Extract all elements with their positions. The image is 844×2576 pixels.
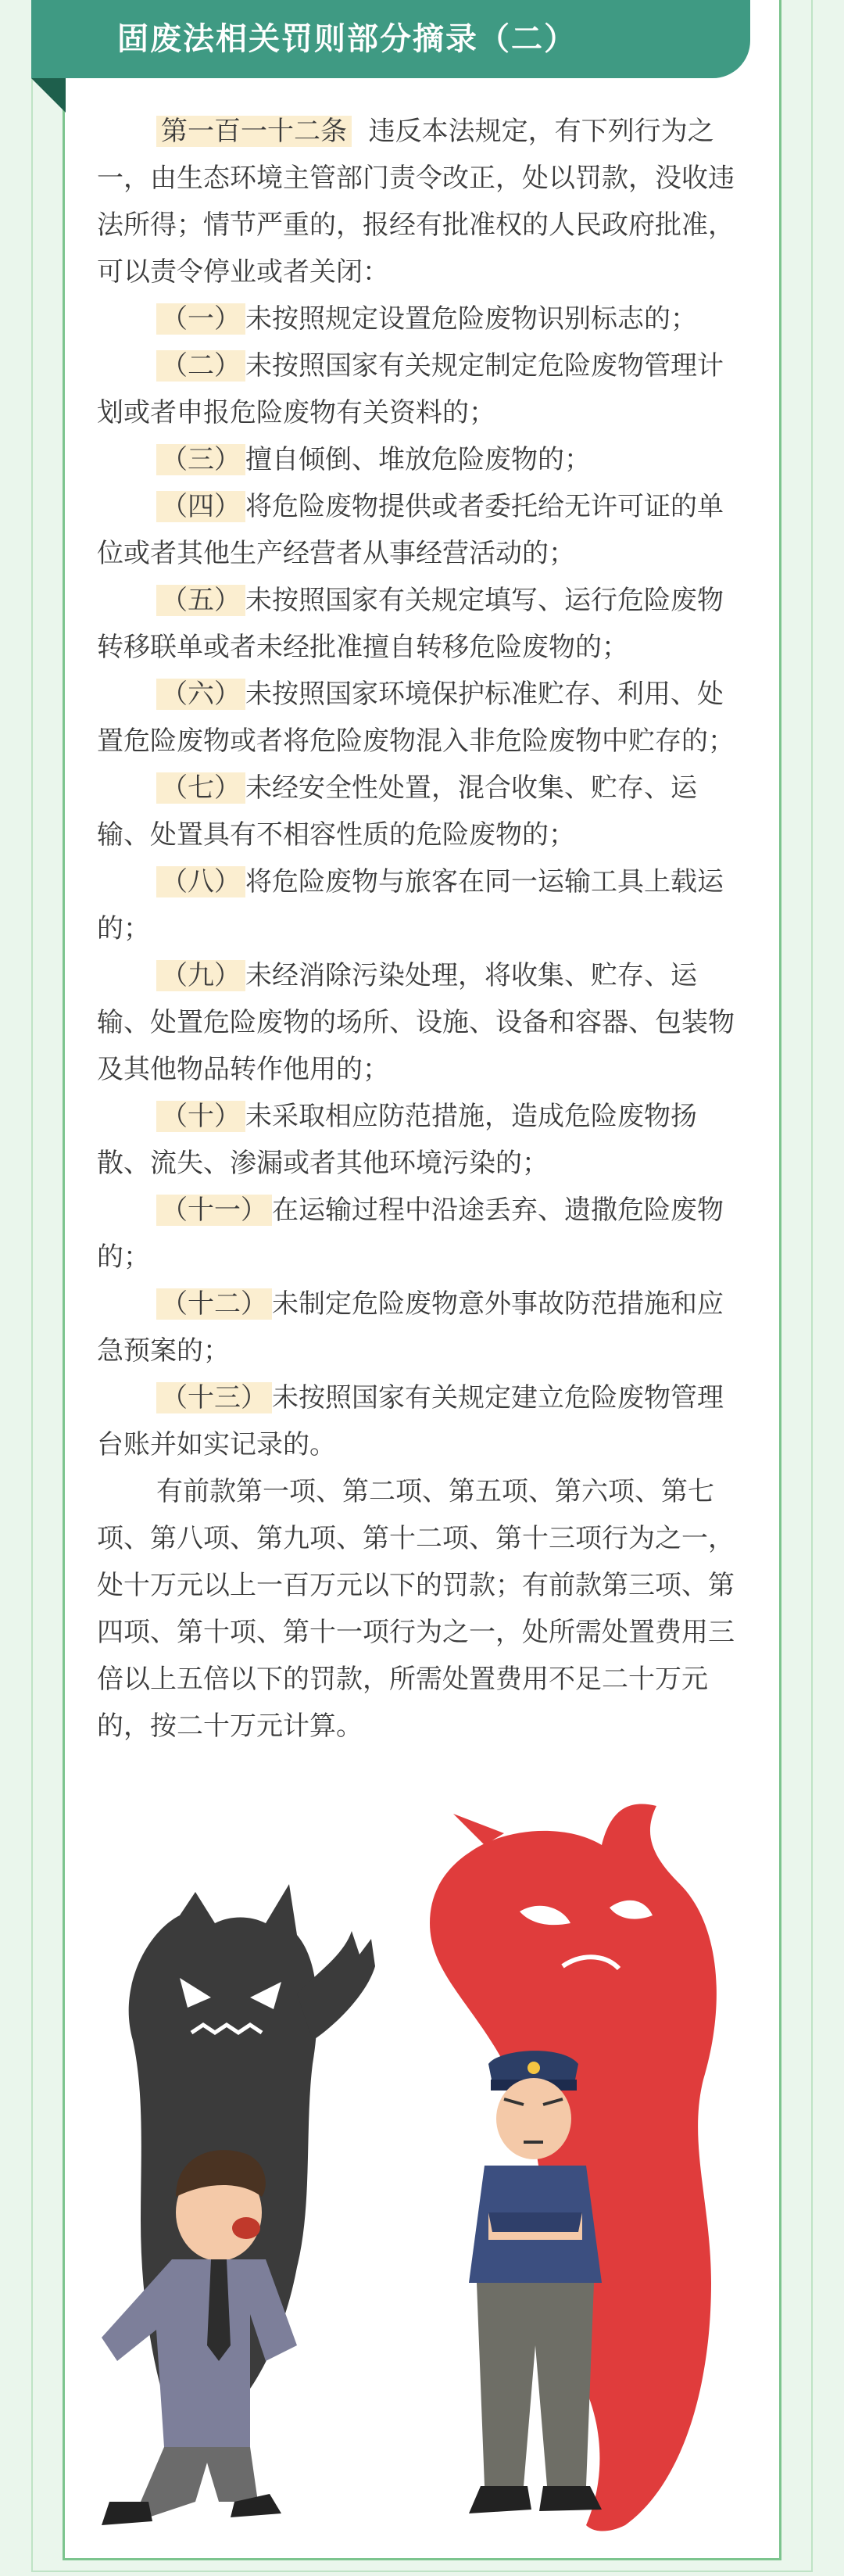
item-text: 未按照国家有关规定填写、运行危险废物转移联单或者未经批准擅自转移危险废物的； [97,585,724,663]
item-text: 将危险废物与旅客在同一运输工具上载运的； [97,866,724,944]
article-intro-paragraph [97,108,749,296]
article-label: 第一百一十二条 [156,116,352,147]
list-item [97,1281,749,1374]
list-item [97,671,749,765]
banner-fold-corner [31,78,66,113]
list-item [97,436,749,483]
item-number: （八） [156,866,245,897]
list-item [97,1187,749,1281]
list-item [97,952,749,1093]
list-item [97,765,749,858]
item-text: 未按照国家有关规定建立危险废物管理台账并如实记录的。 [97,1382,724,1460]
item-number: （十一） [156,1195,272,1226]
item-number: （十二） [156,1288,272,1320]
item-text: 未采取相应防范措施，造成危险废物扬散、流失、渗漏或者其他环境污染的； [97,1101,697,1179]
item-text: 未按照规定设置危险废物识别标志的； [245,303,697,335]
item-number: （四） [156,491,245,522]
list-item [97,342,749,436]
list-item [97,577,749,671]
item-number: （二） [156,350,245,382]
item-text: 未制定危险废物意外事故防范措施和应急预案的； [97,1288,724,1367]
item-text: 未经消除污染处理，将收集、贮存、运输、处置危险废物的场所、设施、设备和容器、包装物及其他物品转作他用的； [97,960,735,1085]
penalty-paragraph: 有前款第一项、第二项、第五项、第六项、第七项、第八项、第九项、第十二项、第十三项行为之一，处十万元以上一百万元以下的罚款；有前款第三项、第四项、第十项、第十一项行为之一，处所需处置费用三倍以上五倍以下的罚款，所需处置费用不足二十万元的，按二十万元计算。 [97,1476,735,1742]
item-text: 在运输过程中沿途丢弃、遗撒危险废物的； [97,1195,724,1273]
article-intro: 违反本法规定，有下列行为之一，由生态环境主管部门责令改正，处以罚款，没收违法所得；情节严重的，报经有批准权的人民政府批准，可以责令停业或者关闭： [97,116,735,288]
item-text: 未按照国家有关规定制定危险废物管理计划或者申报危险废物有关资料的； [97,350,724,428]
item-text: 未经安全性处置，混合收集、贮存、运输、处置具有不相容性质的危险废物的； [97,772,697,851]
item-text: 擅自倾倒、堆放危险废物的； [245,444,591,475]
item-text: 将危险废物提供或者委托给无许可证的单位或者其他生产经营者从事经营活动的； [97,491,724,569]
item-number: （六） [156,679,245,710]
item-number: （十三） [156,1382,272,1413]
list-item [97,296,749,342]
title-banner [31,0,750,78]
page-title: 固废法相关罚则部分摘录（二） [117,21,577,57]
item-number: （九） [156,960,245,991]
list-item [97,858,749,952]
item-text: 未按照国家环境保护标准贮存、利用、处置危险废物或者将危险废物混入非危险废物中贮存的； [97,679,735,757]
illustration [63,1798,781,2556]
item-number: （五） [156,585,245,616]
item-number: （七） [156,772,245,804]
item-number: （十） [156,1101,245,1132]
item-number: （三） [156,444,245,475]
list-item [97,483,749,577]
item-number: （一） [156,303,245,335]
article-body [97,108,749,1750]
list-item [97,1093,749,1187]
list-item [97,1374,749,1468]
